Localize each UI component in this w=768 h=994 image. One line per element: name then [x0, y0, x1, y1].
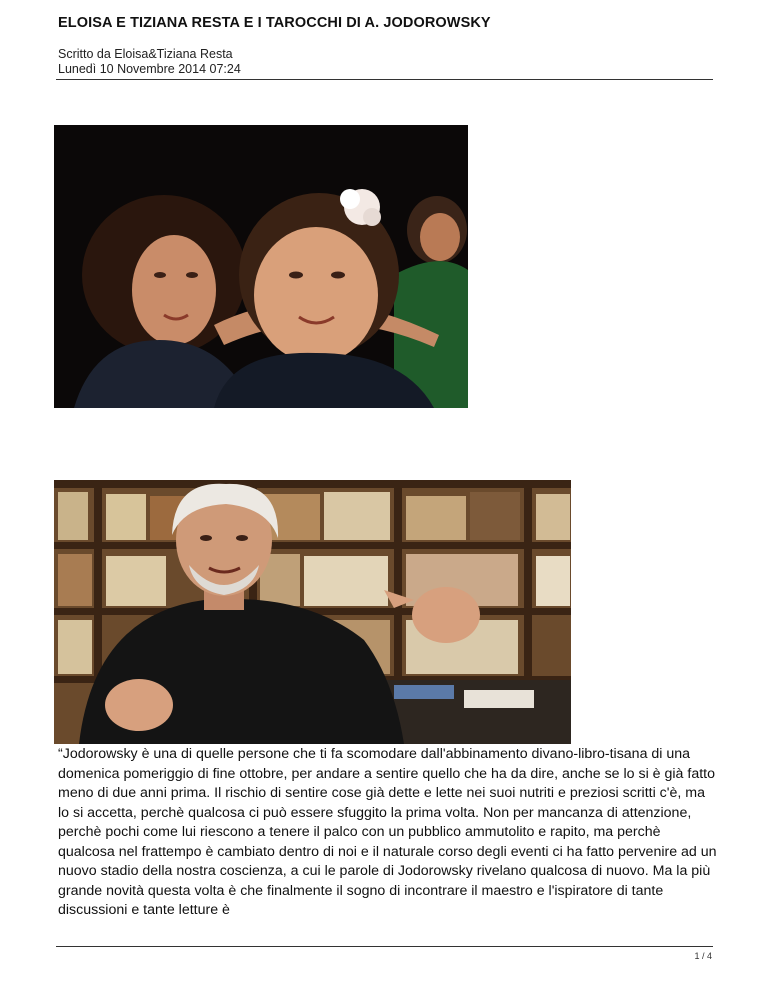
- article-body: “Jodorowsky è una di quelle persone che ti fa scomodare dall'abbinamento divano-libro-tisana di una domenica pomeriggio di fine ottobre, per andare a sentire quello che ha da dire, anche se lo si è già fatto meno di due anni prima. Il rischio di sentire cose già dette e lette nei suoi nutriti e preziosi scritti c'è, ma lo si accetta, perchè qualcosa ci può essere sfuggito la prima volta. Non per mancanza di attenzione, perchè pochi come lui riescono a tenere il palco con un pubblico ammutolito e rapito, ma perchè qualcosa nel frattempo è cambiato dentro di noi e il naturale corso degli eventi ci ha fatto pervenire ad un nuovo stadio della nostra coscienza, a cui le parole di Jodorowsky rivelano qualcosa di nuovo. Ma la più grande novità questa volta è che finalmente il sogno di incontrare il maestro e l'ispiratore di tante discussioni e tante letture è: [58, 746, 717, 918]
- footer-divider: [56, 946, 713, 947]
- page-indicator: 1 / 4: [694, 951, 712, 961]
- photo-jodorowsky: [54, 480, 571, 744]
- date-line: Lunedì 10 Novembre 2014 07:24: [58, 62, 241, 76]
- photo-eloisa-tiziana: [54, 125, 468, 408]
- author-line: Scritto da Eloisa&Tiziana Resta: [58, 47, 233, 61]
- document-title: ELOISA E TIZIANA RESTA E I TAROCCHI DI A. JODOROWSKY: [58, 15, 491, 31]
- document-meta: [58, 47, 241, 77]
- header-divider: [56, 79, 713, 80]
